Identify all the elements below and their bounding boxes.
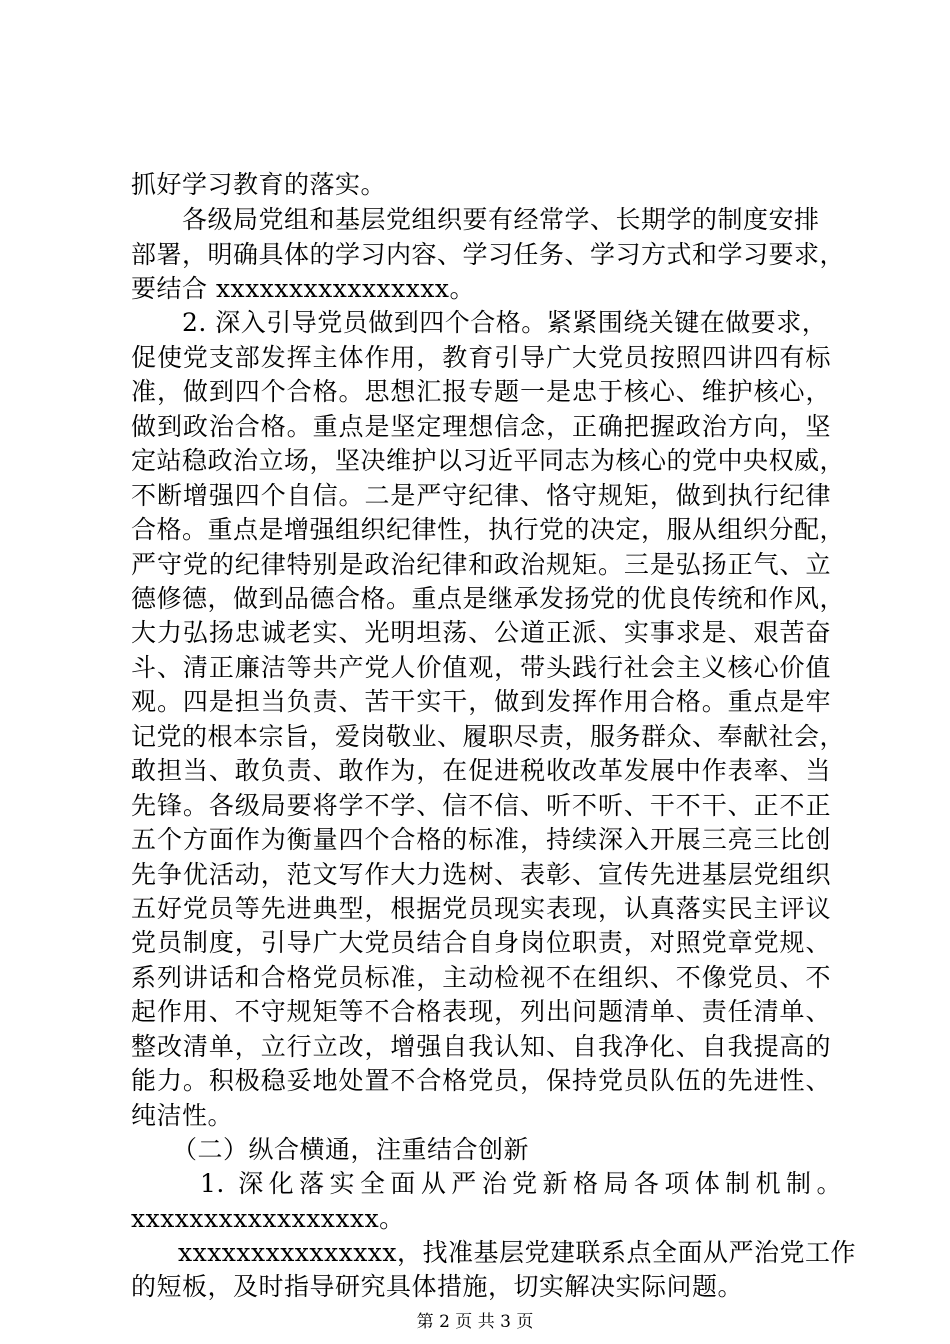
text-line: 德修德，做到品德合格。重点是继承发扬党的优良传统和作风， [131,584,846,613]
text-line: 先争优活动，范文写作大力选树、表彰、宣传先进基层党组织 [131,860,831,889]
text-line: 党员制度，引导广大党员结合自身岗位职责，对照党章党规、 [131,928,831,957]
text-line: 大力弘扬忠诚老实、光明坦荡、公道正派、实事求是、艰苦奋 [131,618,831,647]
text-line: 定站稳政治立场，坚决维护以习近平同志为核心的党中央权威， [131,446,846,475]
text-line: 准，做到四个合格。思想汇报专题一是忠于核心、维护核心， [131,377,831,406]
text-line: 五好党员等先进典型，根据党员现实表现，认真落实民主评议 [131,894,831,923]
subsection-heading: 1. 深化落实全面从严治党新格局各项体制机制。 [200,1169,842,1198]
page-number: 第 2 页 共 3 页 [416,1312,534,1332]
text-line: xxxxxxxxxxxxxxx，找准基层党建联系点全面从严治党工作 [178,1238,856,1267]
text-line: 五个方面作为衡量四个合格的标准，持续深入开展三亮三比创 [131,825,831,854]
text-line: 整改清单，立行立改，增强自我认知、自我净化、自我提高的 [131,1032,831,1061]
section-heading: （二）纵合横通，注重结合创新 [172,1135,530,1164]
text-line: 系列讲话和合格党员标准，主动检视不在组织、不像党员、不 [131,963,831,992]
text-line: 观。四是担当负责、苦干实干，做到发挥作用合格。重点是牢 [131,687,831,716]
text-line: 斗、清正廉洁等共产党人价值观，带头践行社会主义核心价值 [131,653,831,682]
text-line: 不断增强四个自信。二是严守纪律、恪守规矩，做到执行纪律 [131,481,831,510]
text-line: 先锋。各级局要将学不学、信不信、听不听、干不干、正不正 [131,791,831,820]
text-line: 部署，明确具体的学习内容、学习任务、学习方式和学习要求， [131,240,846,269]
text-line: 敢担当、敢负责、敢作为，在促进税收改革发展中作表率、当 [131,756,831,785]
text-line: 做到政治合格。重点是坚定理想信念，正确把握政治方向，坚 [131,412,831,441]
text-line: 促使党支部发挥主体作用，教育引导广大党员按照四讲四有标 [131,343,831,372]
text-line: 严守党的纪律特别是政治纪律和政治规矩。三是弘扬正气、立 [131,550,831,579]
text-line: 合格。重点是增强组织纪律性，执行党的决定，服从组织分配， [131,515,846,544]
text-line: xxxxxxxxxxxxxxxxx。 [131,1204,405,1233]
text-line: 的短板，及时指导研究具体措施，切实解决实际问题。 [131,1272,744,1301]
text-line: 各级局党组和基层党组织要有经常学、长期学的制度安排 [182,205,820,234]
text-line: 抓好学习教育的落实。 [131,170,387,199]
text-line: 记党的根本宗旨，爱岗敬业、履职尽责，服务群众、奉献社会， [131,722,846,751]
text-line: 能力。积极稳妥地处置不合格党员，保持党员队伍的先进性、 [131,1066,831,1095]
text-line: 纯洁性。 [131,1101,234,1130]
text-line: 要结合 xxxxxxxxxxxxxxxx。 [131,274,476,303]
text-line: 起作用、不守规矩等不合格表现，列出问题清单、责任清单、 [131,997,831,1026]
text-line: 2. 深入引导党员做到四个合格。紧紧围绕关键在做要求， [182,308,828,337]
